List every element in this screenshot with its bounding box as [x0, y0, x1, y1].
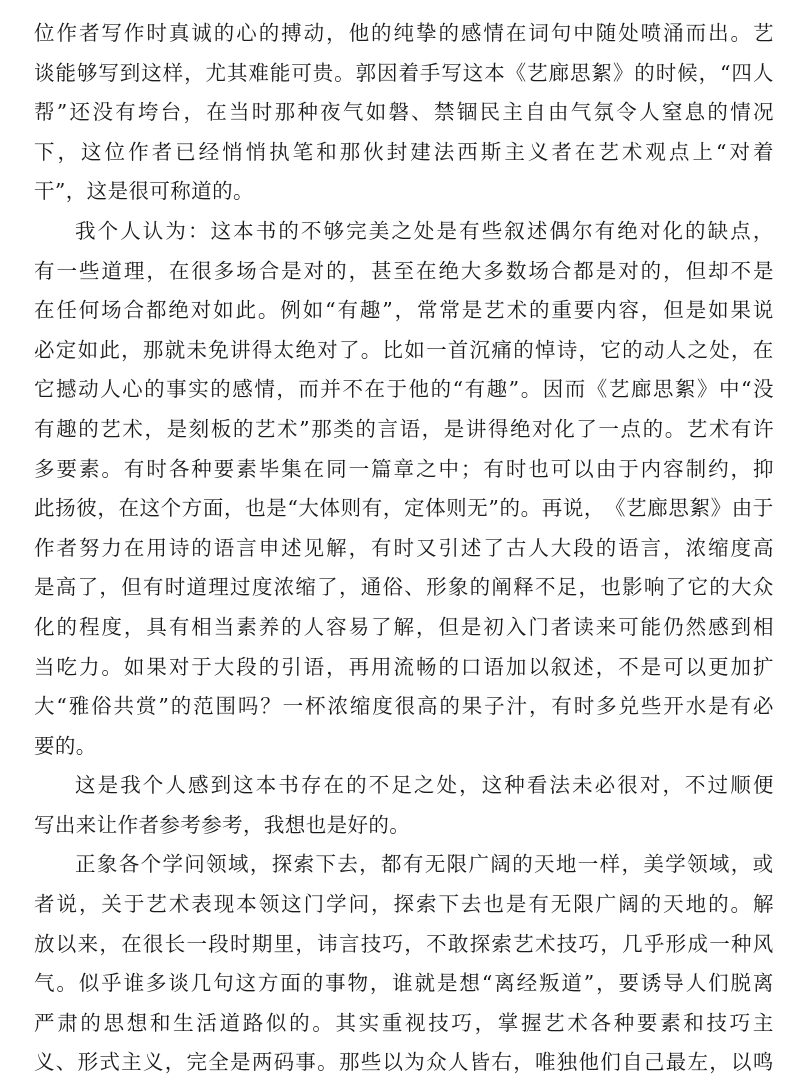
text-line: 谈 能 够 写 到 这 样 ， 尤 其 难 能 可 贵 。 郭 因 着 手 写 这 本 《 艺 廊 思 絮 》 的 时 候 ， “ 四 人 [34, 60, 774, 85]
text-line: 气 。 似 乎 谁 多 谈 几 句 这 方 面 的 事 物 ， 谁 就 是 想 “ 离 经 叛 道 ” ， 要 诱 导 人 们 脱 离 [34, 971, 774, 996]
text-line: 下 ， 这 位 作 者 已 经 悄 悄 执 笔 和 那 伙 封 建 法 西 斯 主 义 者 在 艺 术 观 点 上 “ 对 着 [34, 139, 774, 164]
text-line: 化 的 程 度 ， 具 有 相 当 素 养 的 人 容 易 了 解 ， 但 是 初 入 门 者 读 来 可 能 仍 然 感 到 相 [34, 614, 774, 639]
text-line: 要的。 [34, 733, 97, 758]
text-line: 必 定 如 此 ， 那 就 未 免 讲 得 太 绝 对 了 。 比 如 一 首 沉 痛 的 悼 诗 ， 它 的 动 人 之 处 ， 在 [34, 337, 774, 362]
text-line: 此 扬 彼 ， 在 这 个 方 面 ， 也 是 “ 大 体 则 有 ， 定 体 则 无 ” 的 。 再 说 ， 《 艺 廊 思 絮 》 由 于 [34, 496, 774, 521]
text-line: 大 “ 雅 俗 共 赏 ” 的 范 围 吗 ？ 一 杯 浓 缩 度 很 高 的 果 子 汁 ， 有 时 多 兑 些 开 水 是 有 必 [34, 694, 774, 719]
text-line: 当 吃 力 。 如 果 对 于 大 段 的 引 语 ， 再 用 流 畅 的 口 语 加 以 叙 述 ， 不 是 可 以 更 加 扩 [34, 654, 774, 679]
text-line: 有 一 些 道 理 ， 在 很 多 场 合 是 对 的 ， 甚 至 在 绝 大 多 数 场 合 都 是 对 的 ， 但 却 不 是 [34, 258, 774, 283]
text-line: 有 趣 的 艺 术 ， 是 刻 板 的 艺 术 ” 那 类 的 言 语 ， 是 讲 得 绝 对 化 了 一 点 的 。 艺 术 有 许 [34, 416, 774, 441]
text-line: 它 撼 动 人 心 的 事 实 的 感 情 ， 而 并 不 在 于 他 的 “ 有 趣 ” 。 因 而 《 艺 廊 思 絮 》 中 “ 没 [34, 377, 774, 402]
text-line: 干”，这是很可称道的。 [34, 179, 254, 204]
paragraph-first-line: 我 个 人 认 为 ： 这 本 书 的 不 够 完 美 之 处 是 有 些 叙 述 偶 尔 有 绝 对 化 的 缺 点 ， [75, 218, 774, 243]
paragraph-first-line: 这 是 我 个 人 感 到 这 本 书 存 在 的 不 足 之 处 ， 这 种 看 法 未 必 很 对 ， 不 过 顺 便 [75, 773, 774, 798]
text-line: 者 说 ， 关 于 艺 术 表 现 本 领 这 门 学 问 ， 探 索 下 去 也 是 有 无 限 广 阔 的 天 地 的 。 解 [34, 892, 774, 917]
paragraph-first-line: 正 象 各 个 学 问 领 域 ， 探 索 下 去 ， 都 有 无 限 广 阔 的 天 地 一 样 ， 美 学 领 域 ， 或 [75, 852, 774, 877]
text-line: 义 、 形 式 主 义 ， 完 全 是 两 码 事 。 那 些 以 为 众 人 皆 右 ， 唯 独 他 们 自 己 最 左 ， 以 鸣 [34, 1050, 774, 1075]
text-page [34, 14, 774, 1083]
text-line: 放 以 来 ， 在 很 长 一 段 时 期 里 ， 讳 言 技 巧 ， 不 敢 探 索 艺 术 技 巧 ， 几 乎 形 成 一 种 风 [34, 931, 774, 956]
text-line: 位 作 者 写 作 时 真 诚 的 心 的 搏 动 ， 他 的 纯 挚 的 感 情 在 词 句 中 随 处 喷 涌 而 出 。 艺 [34, 21, 774, 45]
text-line: 在 任 何 场 合 都 绝 对 如 此 。 例 如 “ 有 趣 ” ， 常 常 是 艺 术 的 重 要 内 容 ， 但 是 如 果 说 [34, 298, 774, 323]
text-line: 作 者 努 力 在 用 诗 的 语 言 申 述 见 解 ， 有 时 又 引 述 了 古 人 大 段 的 语 言 ， 浓 缩 度 高 [34, 535, 774, 560]
text-line: 多 要 素 。 有 时 各 种 要 素 毕 集 在 同 一 篇 章 之 中 ； 有 时 也 可 以 由 于 内 容 制 约 ， 抑 [34, 456, 774, 481]
text-line: 写出来让作者参考参考，我想也是好的。 [34, 812, 411, 837]
text-line: 是 高 了 ， 但 有 时 道 理 过 度 浓 缩 了 ， 通 俗 、 形 象 的 阐 释 不 足 ， 也 影 响 了 它 的 大 众 [34, 575, 774, 600]
text-line: 严 肃 的 思 想 和 生 活 道 路 似 的 。 其 实 重 视 技 巧 ， 掌 握 艺 术 各 种 要 素 和 技 巧 主 [34, 1010, 774, 1035]
text-line: 帮 ” 还 没 有 垮 台 ， 在 当 时 那 种 夜 气 如 磐 、 禁 锢 民 主 自 由 气 氛 令 人 窒 息 的 情 况 [34, 100, 774, 125]
